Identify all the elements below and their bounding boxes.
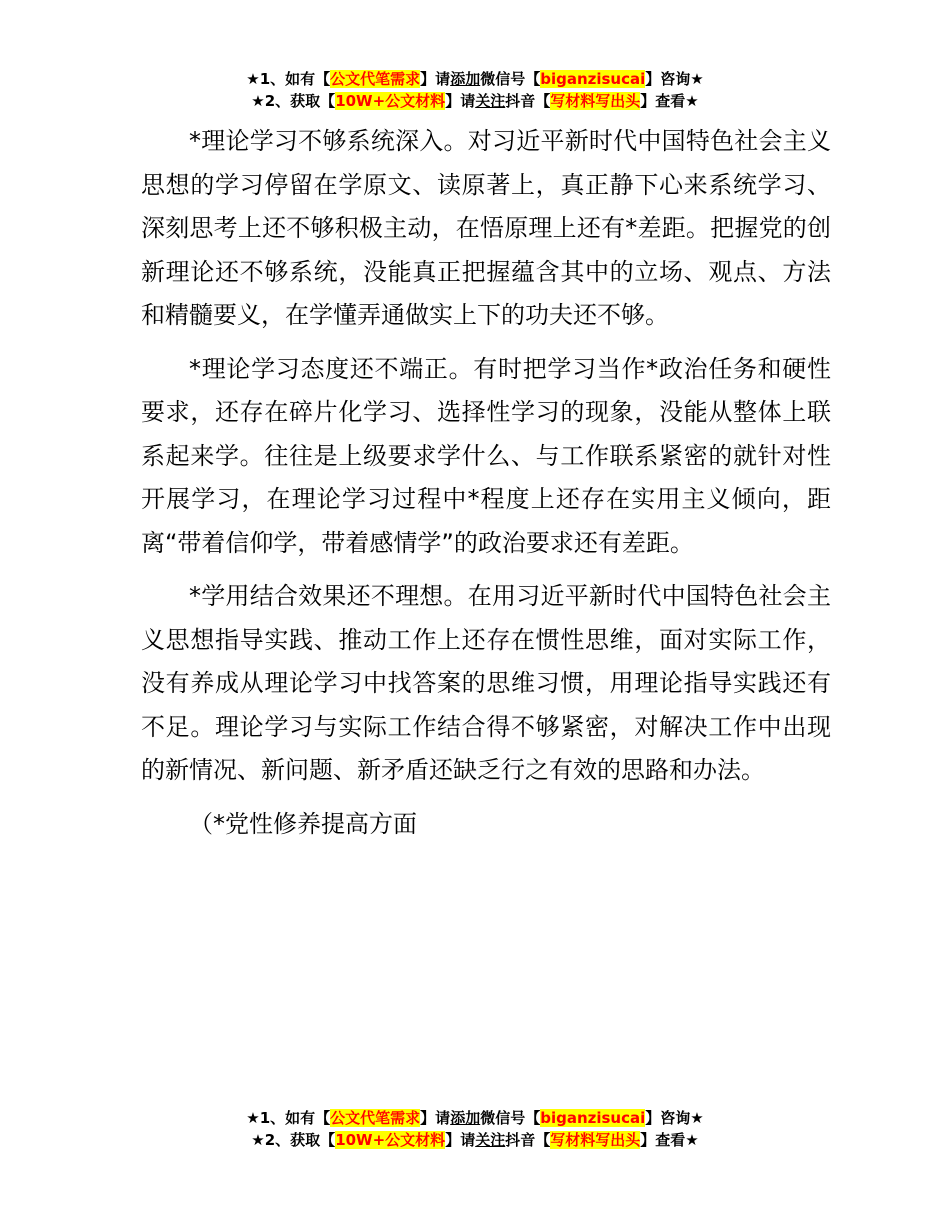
banner-text: 微信号【 bbox=[480, 1109, 541, 1127]
footer-banner-line-1 bbox=[0, 1107, 950, 1129]
paragraph-theory-study-depth: *理论学习不够系统深入。对习近平新时代中国特色社会主义思想的学习停留在学原文、读原著上，真正静下心来系统学习、深刻思考上还不够积极主动，在悟原理上还有*差距。把握党的创新理论还不够系统，没能真正把握蕴含其中的立场、观点、方法和精髓要义，在学懂弄通做实上下的功夫还不够。 bbox=[141, 127, 831, 329]
paragraph-study-application: *学用结合效果还不理想。在用习近平新时代中国特色社会主义思想指导实践、推动工作上还存在惯性思维，面对实际工作，没有养成从理论学习中找答案的思维习惯，用理论指导实践还有不足。理论学习与实际工作结合得不够紧密，对解决工作中出现的新情况、新问题、新矛盾还缺乏行之有效的思路和办法。 bbox=[141, 582, 831, 784]
banner-text: ★1、如有【 bbox=[246, 1109, 331, 1127]
header-banner-line-2 bbox=[0, 90, 950, 112]
banner-text: ★1、如有【 bbox=[246, 70, 331, 88]
banner-text: 】请 bbox=[445, 92, 476, 110]
underlined-add: 添加 bbox=[450, 70, 481, 88]
banner-text: 微信号【 bbox=[480, 70, 541, 88]
banner-text: 】咨询★ bbox=[645, 1109, 704, 1127]
banner-text: ★2、获取【 bbox=[251, 92, 336, 110]
banner-text: ★2、获取【 bbox=[251, 1131, 336, 1149]
banner-text: 】咨询★ bbox=[645, 70, 704, 88]
highlight-service: 公文代笔需求 bbox=[330, 1109, 421, 1127]
footer-banner bbox=[0, 1107, 950, 1151]
banner-text: 】请 bbox=[420, 70, 451, 88]
section-heading-party-spirit: （*党性修养提高方面 bbox=[189, 809, 417, 838]
highlight-douyin-account: 写材料写出头 bbox=[550, 1131, 641, 1149]
footer-banner-line-2 bbox=[0, 1129, 950, 1151]
highlight-materials: 10W+公文材料 bbox=[335, 1131, 446, 1149]
underlined-add: 添加 bbox=[450, 1109, 481, 1127]
highlight-materials: 10W+公文材料 bbox=[335, 92, 446, 110]
highlight-service: 公文代笔需求 bbox=[330, 70, 421, 88]
highlight-wechat-id: biganzisucai bbox=[540, 1109, 646, 1127]
header-banner bbox=[0, 68, 950, 112]
underlined-follow: 关注 bbox=[475, 92, 506, 110]
highlight-douyin-account: 写材料写出头 bbox=[550, 92, 641, 110]
banner-text: 】请 bbox=[420, 1109, 451, 1127]
header-banner-line-1 bbox=[0, 68, 950, 90]
banner-text: 】查看★ bbox=[640, 1131, 699, 1149]
underlined-follow: 关注 bbox=[475, 1131, 506, 1149]
banner-text: 抖音【 bbox=[505, 1131, 551, 1149]
paragraph-study-attitude: *理论学习态度还不端正。有时把学习当作*政治任务和硬性要求，还存在碎片化学习、选择性学习的现象，没能从整体上联系起来学。往往是上级要求学什么、与工作联系紧密的就针对性开展学习，在理论学习过程中*程度上还存在实用主义倾向，距离“带着信仰学，带着感情学”的政治要求还有差距。 bbox=[141, 354, 831, 557]
banner-text: 抖音【 bbox=[505, 92, 551, 110]
highlight-wechat-id: biganzisucai bbox=[540, 70, 646, 88]
banner-text: 】查看★ bbox=[640, 92, 699, 110]
document-body bbox=[141, 120, 831, 856]
banner-text: 】请 bbox=[445, 1131, 476, 1149]
